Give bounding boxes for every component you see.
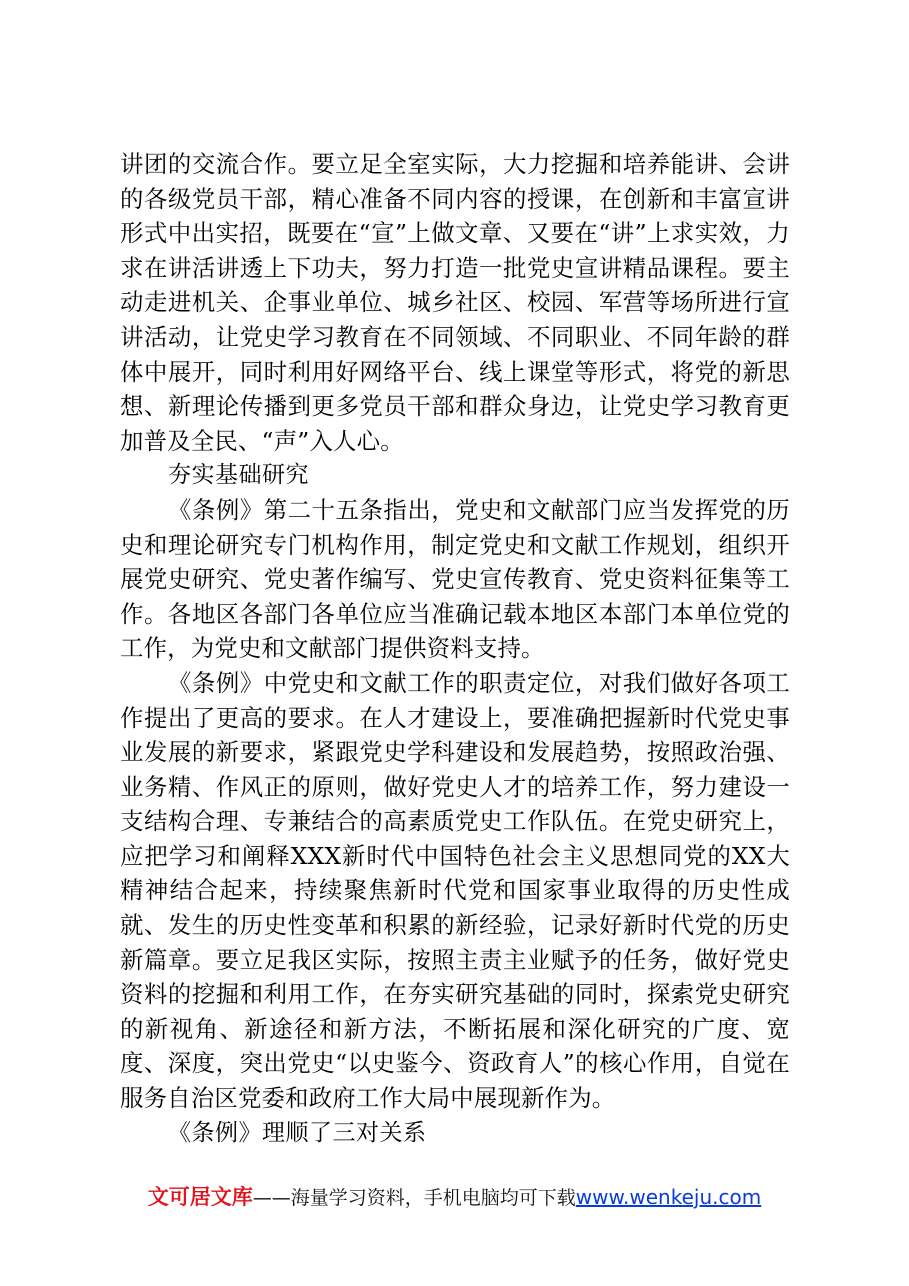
paragraph-article-25: 《条例》第二十五条指出，党史和文献部门应当发挥党的历史和理论研究专门机构作用，制定党史和文献工作规划，组织开展党史研究、党史著作编写、党史宣传教育、党史资料征集等工作。各地区各部门各单位应当准确记载本地区本部门本单位党的工作，为党史和文献部门提供资料支持。 (120, 495, 790, 663)
footer-banner (0, 1183, 909, 1212)
document-body (120, 147, 790, 1150)
footer-url-link[interactable]: www.wenkeju.com (575, 1185, 762, 1209)
footer-tagline: ——海量学习资料，手机电脑均可下载 (252, 1187, 576, 1209)
paragraph-continued: 讲团的交流合作。要立足全室实际，大力挖掘和培养能讲、会讲的各级党员干部，精心准备不同内容的授课，在创新和丰富宣讲形式中出实招，既要在“宣”上做文章、又要在“讲”上求实效，力求在讲活讲透上下功夫，努力打造一批党史宣讲精品课程。要主动走进机关、企事业单位、城乡社区、校园、军营等场所进行宣讲活动，让党史学习教育在不同领域、不同职业、不同年龄的群体中展开，同时利用好网络平台、线上课堂等形式，将党的新思想、新理论传播到更多党员干部和群众身边，让党史学习教育更加普及全民、“声”入人心。 (120, 150, 790, 455)
paragraph-duties: 《条例》中党史和文献工作的职责定位，对我们做好各项工作提出了更高的要求。在人才建设上，要准确把握新时代党史事业发展的新要求，紧跟党史学科建设和发展趋势，按照政治强、业务精、作风正的原则，做好党史人才的培养工作，努力建设一支结构合理、专兼结合的高素质党史工作队伍。在党史研究上，应把学习和阐释XXX新时代中国特色社会主义思想同党的XX大精神结合起来，持续聚焦新时代党和国家事业取得的历史性成就、发生的历史性变革和积累的新经验，记录好新时代党的历史新篇章。要立足我区实际，按照主责主业赋予的任务，做好党史资料的挖掘和利用工作，在夯实研究基础的同时，探索党史研究的新视角、新途径和新方法，不断拓展和深化研究的广度、宽度、深度，突出党史“以史鉴今、资政育人”的核心作用，自觉在服务自治区党委和政府工作大局中展现新作为。 (120, 668, 790, 1113)
footer-brand: 文可居文库 (147, 1185, 253, 1209)
section-heading-relations: 《条例》理顺了三对关系 (168, 1119, 427, 1146)
section-heading-research: 夯实基础研究 (168, 462, 309, 489)
